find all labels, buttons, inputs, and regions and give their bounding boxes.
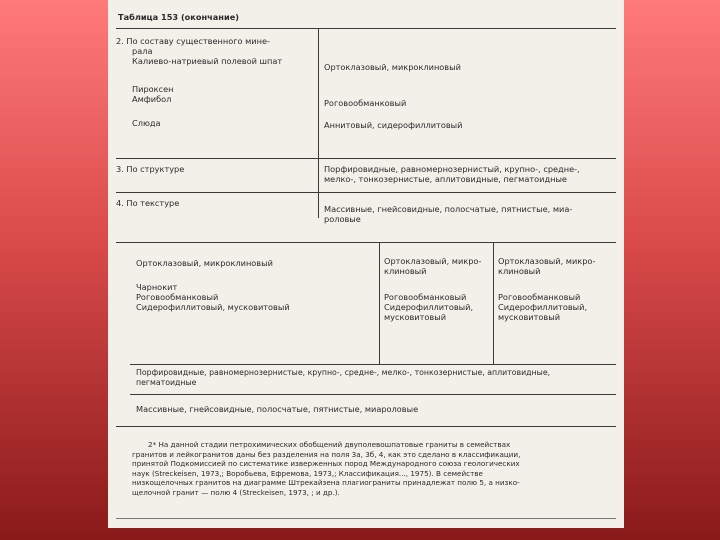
col2-minerals: Роговообманковый Сидерофиллитовый, мусковитовый	[384, 292, 474, 322]
bottom-column-divider-2	[493, 242, 494, 364]
row-amphibole-value: Роговообманковый	[324, 98, 407, 108]
top-table-rule	[116, 28, 616, 29]
row-composition-label: 2. По составу существенного мине- рала Калиево-натриевый полевой шпат	[116, 36, 283, 66]
page-bottom-rule	[116, 518, 616, 519]
row-composition-value: Ортоклазовый, микроклиновый	[324, 62, 461, 72]
divider-before-structure	[116, 158, 616, 159]
col1-minerals: Чарнокит Роговообманковый Сидерофиллитовый, мусковитовый	[136, 282, 290, 312]
bottom-texture-text: Массивные, гнейсовидные, полосчатые, пятнистые, миароловые	[136, 404, 419, 414]
bottom-column-divider-1	[379, 242, 380, 364]
row-texture-label: 4. По текстуре	[116, 198, 180, 208]
row-mica-value: Аннитовый, сидерофиллитовый	[324, 120, 463, 130]
col3-feldspar: Ортоклазовый, микро- клиновый	[498, 256, 596, 276]
bottom-table-end-rule	[116, 426, 616, 427]
col1-feldspar: Ортоклазовый, микроклиновый	[136, 258, 273, 268]
bottom-divider-texture	[130, 394, 616, 395]
bottom-structure-text: Порфировидные, равномернозернистые, крупно-, средне-, мелко-, тонкозернистые, аплитовидные, пегматоидные	[136, 368, 551, 387]
col3-minerals: Роговообманковый Сидерофиллитовый, мусковитовый	[498, 292, 588, 322]
footnote: 2* На данной стадии петрохимических обобщений двуполевошпатовые граниты в семействах гранитов и лейкогранитов даны без разделения на поля 3а, 3б, 4, как это сделано в классификации, принятой Подкомиссией по систематике изверженных пород Международного союза геологических наук (Streckeisen, 1973,; Воробьева, Ефремова, 1973,; Классификация..., 1975). В семействе низкощелочных гранитов на диаграмме Штрекайзена плагиограниты принадлежат полю 5, а низко- щелочной гранит — полю 4 (Streckeisen, 1973, ; и др.).	[132, 440, 521, 497]
row-pyroxene-label: Пироксен Амфибол	[132, 84, 174, 104]
scanned-page	[108, 0, 624, 528]
divider-before-texture	[116, 192, 616, 193]
bottom-divider-structure	[130, 364, 616, 365]
row-structure-value: Порфировидные, равномернозернистый, крупно-, средне-, мелко-, тонкозернистые, аплитовидные, пегматоидные	[324, 164, 580, 184]
table-title: Таблица 153 (окончание)	[118, 12, 239, 22]
row-mica-label: Слюда	[132, 118, 161, 128]
top-table-column-divider	[318, 28, 319, 218]
row-structure-label: 3. По структуре	[116, 164, 185, 174]
row-texture-value: Массивные, гнейсовидные, полосчатые, пятнистые, миа- роловые	[324, 204, 573, 224]
bottom-table-rule	[116, 242, 616, 243]
col2-feldspar: Ортоклазовый, микро- клиновый	[384, 256, 482, 276]
